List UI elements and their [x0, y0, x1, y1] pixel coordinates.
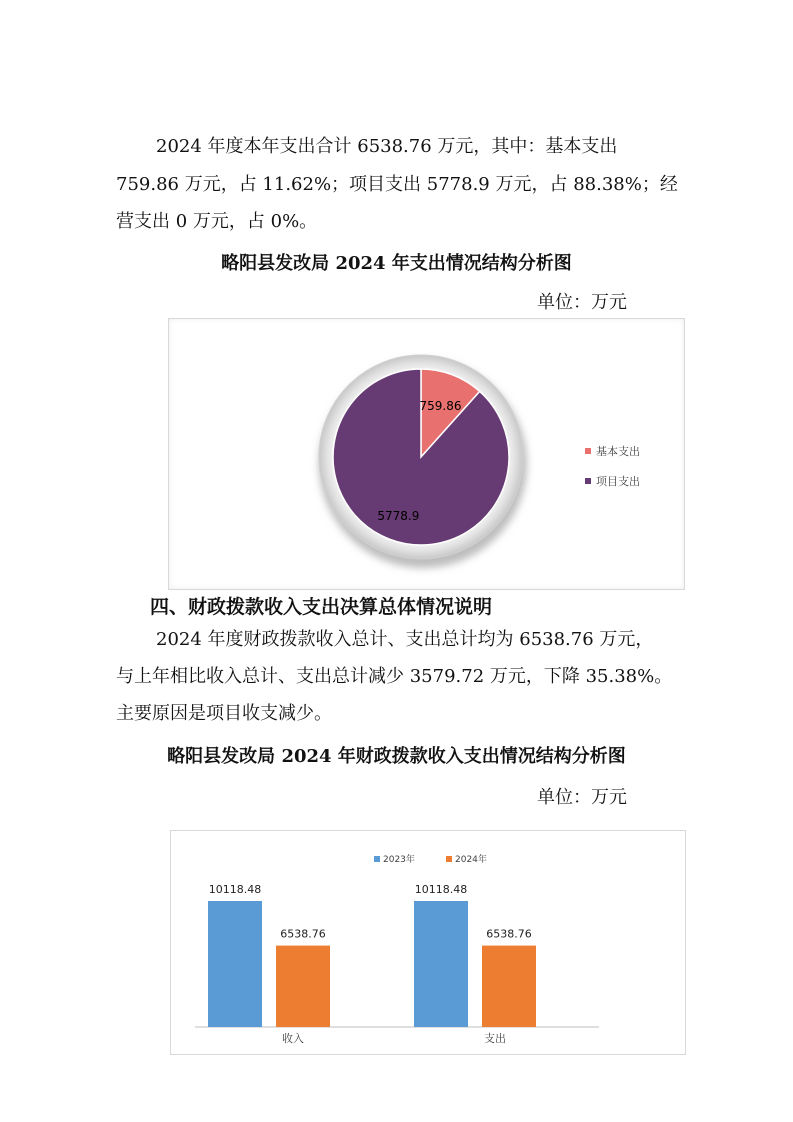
chart2-unit: 单位：万元 [537, 787, 627, 808]
section-heading: 四、财政拨款收入支出决算总体情况说明 [150, 596, 493, 618]
bar-data-label: 6538.76 [486, 927, 532, 941]
chart2-title: 略阳县发改局 2024 年财政拨款收入支出情况结构分析图 [167, 746, 626, 767]
paragraph-line: 2024 年度本年支出合计 6538.76 万元，其中：基本支出 [156, 136, 618, 157]
pie-chart-svg [169, 319, 684, 589]
paragraph-line: 营支出 0 万元，占 0%。 [116, 211, 318, 232]
legend-swatch [585, 448, 591, 454]
pie-data-label: 5778.9 [377, 509, 420, 524]
bar [208, 901, 262, 1027]
paragraph-line: 759.86 万元，占 11.62%；项目支出 5778.9 万元，占 88.38%；经 [116, 174, 678, 195]
pie-chart [168, 318, 685, 590]
bar-chart-svg [171, 831, 685, 1054]
legend-label: 项目支出 [596, 475, 640, 488]
bar-data-label: 6538.76 [280, 927, 326, 941]
x-tick-label: 收入 [282, 1032, 304, 1045]
legend-label: 2024年 [455, 855, 487, 865]
legend-label: 2023年 [383, 855, 415, 865]
paragraph-line: 主要原因是项目收支减少。 [116, 703, 332, 724]
bar [414, 901, 468, 1027]
bar [482, 946, 536, 1027]
bar [276, 946, 330, 1027]
chart1-unit: 单位：万元 [537, 292, 627, 313]
pie-slice [333, 369, 509, 545]
expense-summary-paragraph [116, 130, 716, 238]
x-tick-label: 支出 [484, 1032, 506, 1045]
chart1-title: 略阳县发改局 2024 年支出情况结构分析图 [221, 253, 572, 274]
bar-data-label: 10118.48 [208, 883, 262, 896]
paragraph-line: 2024 年度财政拨款收入总计、支出总计均为 6538.76 万元， [156, 629, 654, 650]
paragraph-line: 与上年相比收入总计、支出总计减少 3579.72 万元，下降 35.38%。 [116, 666, 673, 687]
pie-data-label: 759.86 [419, 399, 462, 413]
bar-data-label: 10118.48 [414, 883, 468, 896]
legend-swatch [446, 856, 452, 862]
fiscal-summary-paragraph [116, 623, 716, 730]
legend-swatch [374, 856, 380, 862]
legend-swatch [585, 478, 591, 484]
legend-label: 基本支出 [596, 445, 640, 458]
bar-chart [170, 830, 686, 1055]
